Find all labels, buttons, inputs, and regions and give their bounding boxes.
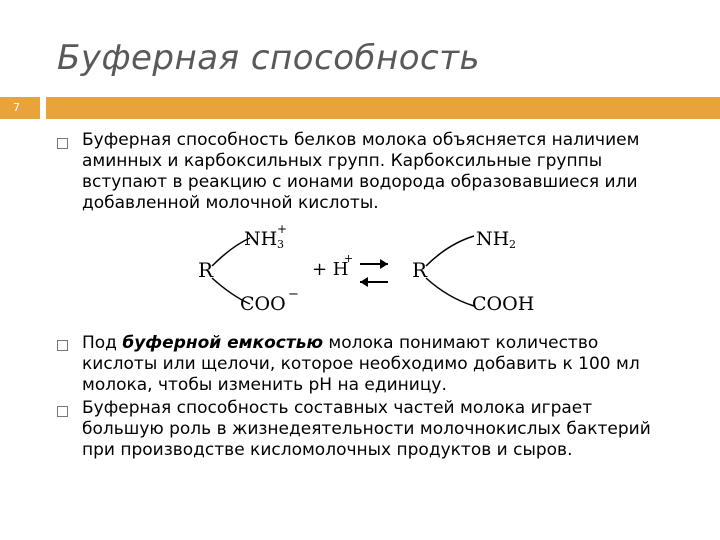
paragraph-line: Под буферной емкостью молока понимают количество: [82, 333, 599, 353]
paragraph-line: кислоты или щелочи, которое необходимо добавить к 100 мл: [82, 354, 640, 374]
forward-arrow-head: [380, 259, 388, 269]
eq-right-top: NH: [476, 228, 510, 250]
bullet-icon: [57, 406, 68, 417]
eq-left-top-sub: 3: [277, 238, 284, 251]
paragraph-line: Буферная способность составных частей молока играет: [82, 398, 593, 418]
slide-title: Буферная способность: [57, 38, 481, 78]
paragraph-line: большую роль в жизнедеятельности молочнокислых бактерий: [82, 419, 651, 439]
reverse-arrow-head: [360, 277, 368, 287]
paragraph-line: Буферная способность белков молока объясняется наличием: [82, 130, 640, 150]
slide-number: 7: [13, 101, 20, 114]
paragraph-buffer-capacity: [82, 130, 682, 214]
eq-right-top-sub: 2: [509, 238, 516, 251]
emphasis-term: буферной емкостью: [122, 333, 323, 353]
header-accent-bar: [46, 97, 720, 119]
eq-left-bottom-sup: −: [288, 287, 299, 302]
chemical-equation: [192, 218, 552, 323]
eq-left-top-sup: +: [277, 222, 288, 236]
eq-left-r: R: [198, 258, 214, 282]
eq-h-sup: +: [344, 252, 354, 265]
bond-line: [426, 236, 474, 266]
eq-left-bottom: COO: [240, 293, 286, 315]
eq-left-top: NH: [244, 228, 278, 250]
paragraph-buffer-role: [82, 398, 682, 461]
eq-plus-h: + H: [312, 259, 349, 280]
bullet-icon: [57, 138, 68, 149]
paragraph-line: молока, чтобы изменить рН на единицу.: [82, 375, 447, 395]
eq-right-r: R: [412, 258, 428, 282]
slide-number-badge: [0, 97, 40, 119]
bullet-icon: [57, 340, 68, 351]
bond-line: [426, 278, 474, 306]
paragraph-buffer-definition: [82, 333, 682, 396]
paragraph-line: добавленной молочной кислоты.: [82, 193, 379, 213]
paragraph-line: при производстве кисломолочных продуктов и сыров.: [82, 440, 573, 460]
paragraph-line: вступают в реакцию с ионами водорода образовавшиеся или: [82, 172, 638, 192]
paragraph-line: аминных и карбоксильных групп. Карбоксильные группы: [82, 151, 603, 171]
eq-right-bottom: COOH: [472, 293, 535, 315]
